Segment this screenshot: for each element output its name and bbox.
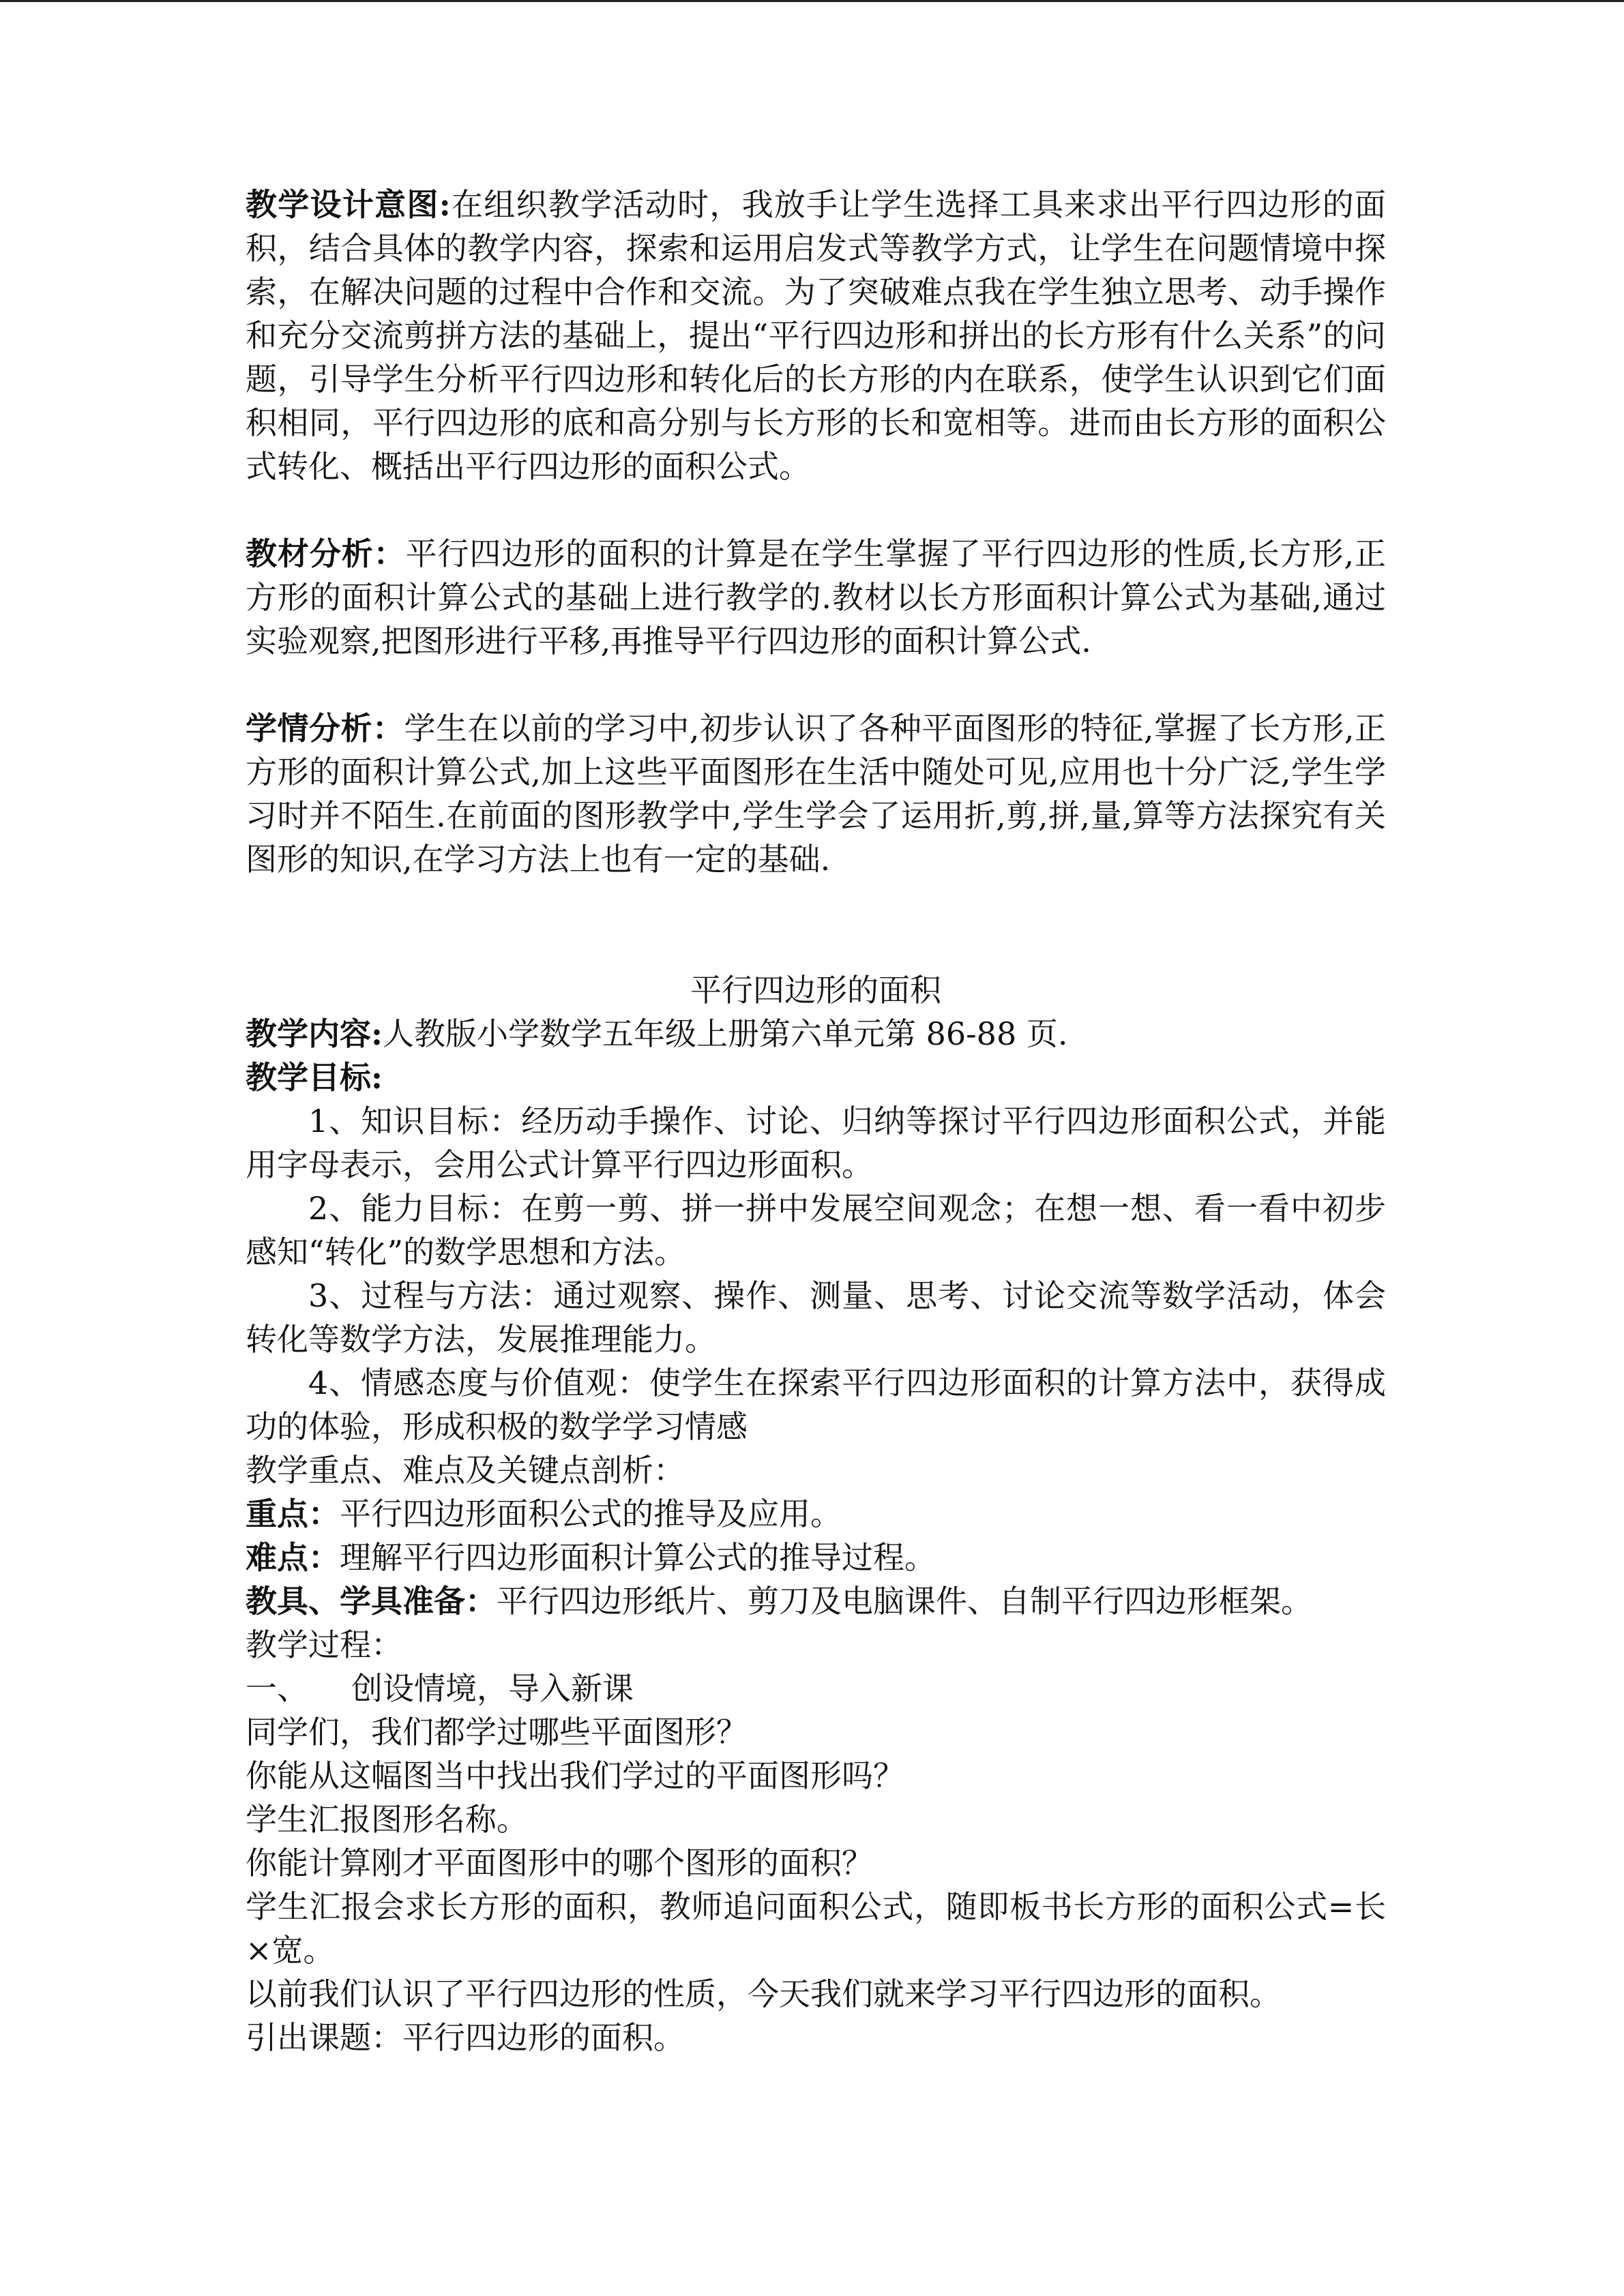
document-page <box>246 183 1386 2059</box>
section-one-marker: 一、 <box>246 1670 308 1707</box>
key-points-heading: 教学重点、难点及关键点剖析： <box>246 1452 685 1489</box>
design-intent-paragraph <box>246 183 1386 488</box>
key-point-text: 平行四边形面积公式的推导及应用。 <box>340 1495 842 1532</box>
spacer <box>246 663 1386 706</box>
design-intent-label: 教学设计意图: <box>246 186 451 223</box>
section-one-heading <box>246 1667 1386 1710</box>
process-line: 学生汇报图形名称。 <box>246 1801 528 1838</box>
spacer <box>246 881 1386 968</box>
teaching-content-text: 人教版小学数学五年级上册第六单元第 86-88 页. <box>382 1015 1068 1052</box>
goal-item-emotion: 4、情感态度与价值观：使学生在探索平行四边形面积的计算方法中，获得成功的体验，形成积极的数学学习情感 <box>246 1365 1386 1445</box>
tools-line <box>246 1579 1386 1623</box>
material-analysis-label: 教材分析： <box>246 535 406 572</box>
learner-analysis-paragraph <box>246 706 1386 881</box>
process-line: 以前我们认识了平行四边形的性质，今天我们就来学习平行四边形的面积。 <box>246 1976 1281 2012</box>
learner-analysis-label: 学情分析： <box>246 710 404 747</box>
process-line: 你能计算刚才平面图形中的哪个图形的面积？ <box>246 1845 873 1881</box>
difficulty-label: 难点： <box>246 1539 340 1576</box>
lesson-title: 平行四边形的面积 <box>690 972 941 1009</box>
difficulty-line <box>246 1536 1386 1579</box>
process-heading: 教学过程： <box>246 1626 402 1663</box>
goal-item-ability: 2、能力目标：在剪一剪、拼一拼中发展空间观念；在想一想、看一看中初步感知“转化”的数学思想和方法。 <box>246 1190 1386 1270</box>
process-line: 同学们，我们都学过哪些平面图形？ <box>246 1714 748 1750</box>
learner-analysis-text: 学生在以前的学习中,初步认识了各种平面图形的特征,掌握了长方形,正方形的面积计算公式,加上这些平面图形在生活中随处可见,应用也十分广泛,学生学习时并不陌生.在前面的图形教学中,学生学会了运用折,剪,拼,量,算等方法探究有关图形的知识,在学习方法上也有一定的基础. <box>246 710 1386 878</box>
goal-item-process: 3、过程与方法：通过观察、操作、测量、思考、讨论交流等数学活动，体会转化等数学方法，发展推理能力。 <box>246 1277 1386 1358</box>
process-line: 你能从这幅图当中找出我们学过的平面图形吗？ <box>246 1757 904 1794</box>
tools-label: 教具、学具准备： <box>246 1583 497 1620</box>
tools-text: 平行四边形纸片、剪刀及电脑课件、自制平行四边形框架。 <box>497 1583 1312 1620</box>
key-point-label: 重点： <box>246 1495 340 1532</box>
page-top-border <box>0 0 1624 2</box>
material-analysis-text: 平行四边形的面积的计算是在学生掌握了平行四边形的性质,长方形,正方形的面积计算公式的基础上进行教学的.教材以长方形面积计算公式为基础,通过实验观察,把图形进行平移,再推导平行四边形的面积计算公式. <box>246 535 1387 659</box>
design-intent-text: 在组织教学活动时，我放手让学生选择工具来求出平行四边形的面积，结合具体的教学内容，探索和运用启发式等教学方式，让学生在问题情境中探索，在解决问题的过程中合作和交流。为了突破难点我在学生独立思考、动手操作和充分交流剪拼方法的基础上，提出“平行四边形和拼出的长方形有什么关系”的问题，引导学生分析平行四边形和转化后的长方形的内在联系，使学生认识到它们面积相同，平行四边形的底和高分别与长方形的长和宽相等。进而由长方形的面积公式转化、概括出平行四边形的面积公式。 <box>246 186 1387 485</box>
process-line: 引出课题：平行四边形的面积。 <box>246 2019 685 2056</box>
teaching-content-label: 教学内容: <box>246 1015 383 1052</box>
spacer <box>246 488 1386 532</box>
goal-item-knowledge: 1、知识目标：经历动手操作、讨论、归纳等探讨平行四边形面积公式，并能用字母表示，会用公式计算平行四边形面积。 <box>246 1103 1386 1183</box>
teaching-goals-heading: 教学目标: <box>246 1059 383 1096</box>
key-point-line <box>246 1492 1386 1536</box>
teaching-content-line <box>246 1012 1386 1056</box>
difficulty-text: 理解平行四边形面积计算公式的推导过程。 <box>340 1539 936 1576</box>
section-one-title: 创设情境，导入新课 <box>351 1670 634 1707</box>
material-analysis-paragraph <box>246 532 1386 663</box>
process-line: 学生汇报会求长方形的面积，教师追问面积公式，随即板书长方形的面积公式=长×宽。 <box>246 1888 1386 1969</box>
